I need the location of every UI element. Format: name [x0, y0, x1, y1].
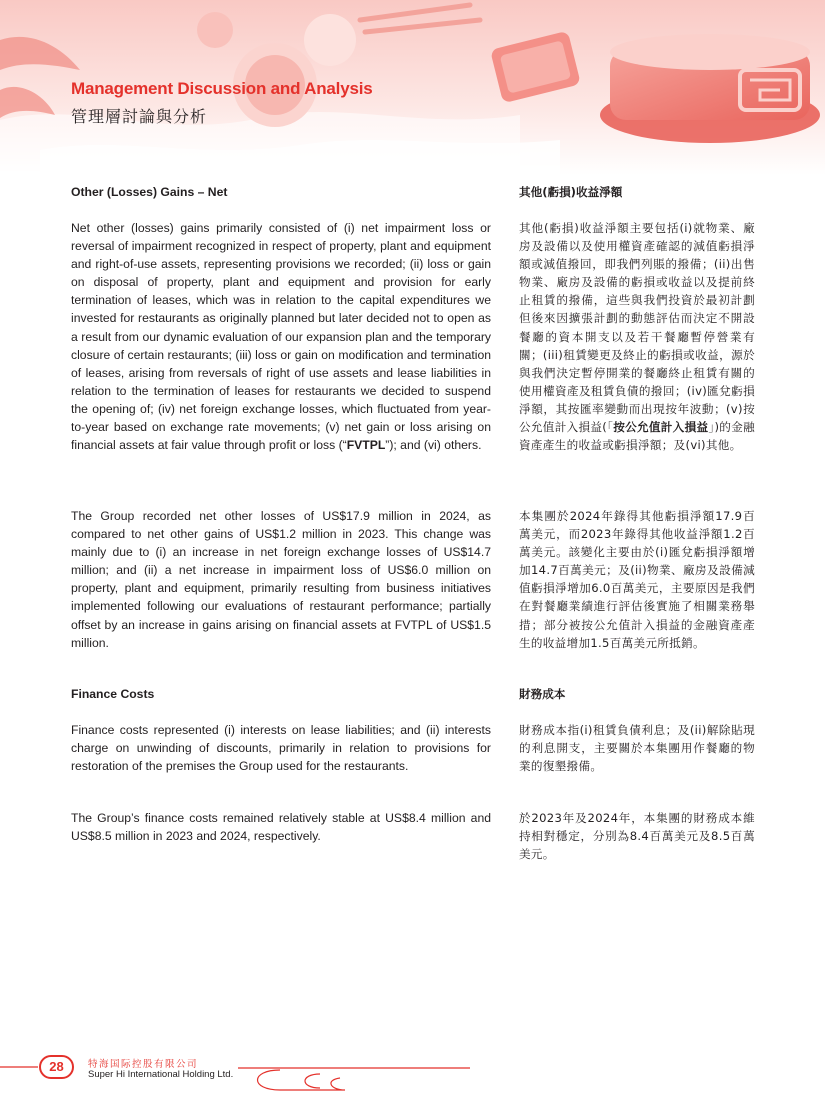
english-column: [71, 183, 491, 845]
paragraph-other-losses-2-en: The Group recorded net other losses of US$17.9 million in 2024, as compared to net other gains of US$1.2 million in 2023. This change was mainly due to (i) an increase in net foreign exchange losses of US$14.7 million; and (ii) a net increase in impairment loss of US$6.0 million on property, plant and equipment, primarily resulting from business initiatives implemented following our evaluations of restaurant performance; partially offset by an increase in gains arising on financial assets at FVTPL of US$1.5 million.: [71, 509, 491, 650]
paragraph-finance-costs-1-zh: 財務成本指(i)租賃負債利息；及(ii)解除貼現的利息開支，主要關於本集團用作餐廳的物業的復墾撥備。: [519, 723, 755, 774]
text-span: 」)的金融資產產生的收益或虧損淨額；及(vi)其他。: [519, 420, 755, 453]
page-footer: [0, 1048, 825, 1120]
company-name-en: Super Hi International Holding Ltd.: [88, 1069, 234, 1080]
paragraph-other-losses-2-zh: 本集團於2024年錄得其他虧損淨額17.9百萬美元，而2023年錄得其他收益淨額1.2百萬美元。該變化主要由於(i)匯兌虧損淨額增加14.7百萬美元；及(ii)物業、廠房及設備減值虧損淨增加6.0百萬美元，主要原因是我們在對餐廳業績進行評估後實施了相關業務舉措；部分被按公允值計入損益的金融資產產生的收益增加1.5百萬美元所抵銷。: [519, 509, 755, 650]
heading-other-losses-zh: 其他(虧損)收益淨額: [519, 185, 623, 199]
page-header: [71, 79, 373, 127]
page-title-zh: 管理層討論與分析: [71, 107, 208, 126]
text-span: Net other (losses) gains primarily consisted of (i) net impairment loss or reversal of impairment recognized in respect of property, plant and equipment and right-of-use assets, representing provisions we recorded; (ii) loss or gain on disposal of property, plant and equipment and provision for early termination of leases, which was in relation to the capital expenditures we invested for restaurants as originally planned but later decided not to open as a result from our dynamic evaluation of our expansion plan and the temporary closure of certain restaurants; (iii) loss or gain on modification and termination of leases, arising from reversals of right of use assets and lease liabilities in relation to the termination of leases for restaurants we decided to suspend the opening of; (iv) net foreign exchange losses, which fluctuated from year-to-year based on exchange rate movements; (v) net gain or loss arising on financial assets at fair value through profit or loss (“: [71, 221, 491, 453]
page-number: 28: [39, 1055, 74, 1079]
paragraph-other-losses-1-zh: [519, 219, 755, 489]
paragraph-finance-costs-2-zh: 於2023年及2024年，本集團的財務成本維持相對穩定，分別為8.4百萬美元及8.5百萬美元。: [519, 811, 755, 862]
heading-finance-costs-zh: 財務成本: [519, 687, 566, 701]
company-name-zh: 特海国际控股有限公司: [88, 1059, 199, 1070]
paragraph-finance-costs-1-en: Finance costs represented (i) interests on lease liabilities; and (ii) interests charge on unwinding of discounts, primarily in relation to provisions for restoration of the premises the Group used for the restaurants.: [71, 723, 491, 774]
paragraph-finance-costs-2-en: The Group’s finance costs remained relatively stable at US$8.4 million and US$8.5 million in 2023 and 2024, respectively.: [71, 811, 491, 844]
text-span: ”); and (vi) others.: [385, 438, 482, 453]
text-span: 其他(虧損)收益淨額主要包括(i)就物業、廠房及設備以及使用權資產確認的減值虧損淨額或減值撥回，即我們列賬的撥備；(ii)出售物業、廠房及設備的虧損或收益以及提前終止租賃的撥備，這些與我們投資於最初計劃但後來因擴張計劃的動態評估而決定不開設餐廳的資本開支以及若干餐廳暫停營業有關；(iii)租賃變更及終止的虧損或收益，源於與我們決定暫停開業的餐廳終止租賃有關的使用權資產及租賃負債的撥回；(iv)匯兌虧損淨額，其按匯率變動而出現按年波動；(v)按公允值計入損益(「: [519, 221, 755, 435]
abbr-fvtpl: FVTPL: [346, 438, 386, 453]
heading-other-losses-en: Other (Losses) Gains – Net: [71, 185, 228, 199]
abbr-fvtpl-zh: 按公允值計入損益: [613, 420, 709, 435]
paragraph-other-losses-1-en: [71, 219, 491, 489]
heading-finance-costs-en: Finance Costs: [71, 687, 155, 701]
chinese-column: [519, 183, 755, 863]
page-title-en: Management Discussion and Analysis: [71, 79, 373, 98]
